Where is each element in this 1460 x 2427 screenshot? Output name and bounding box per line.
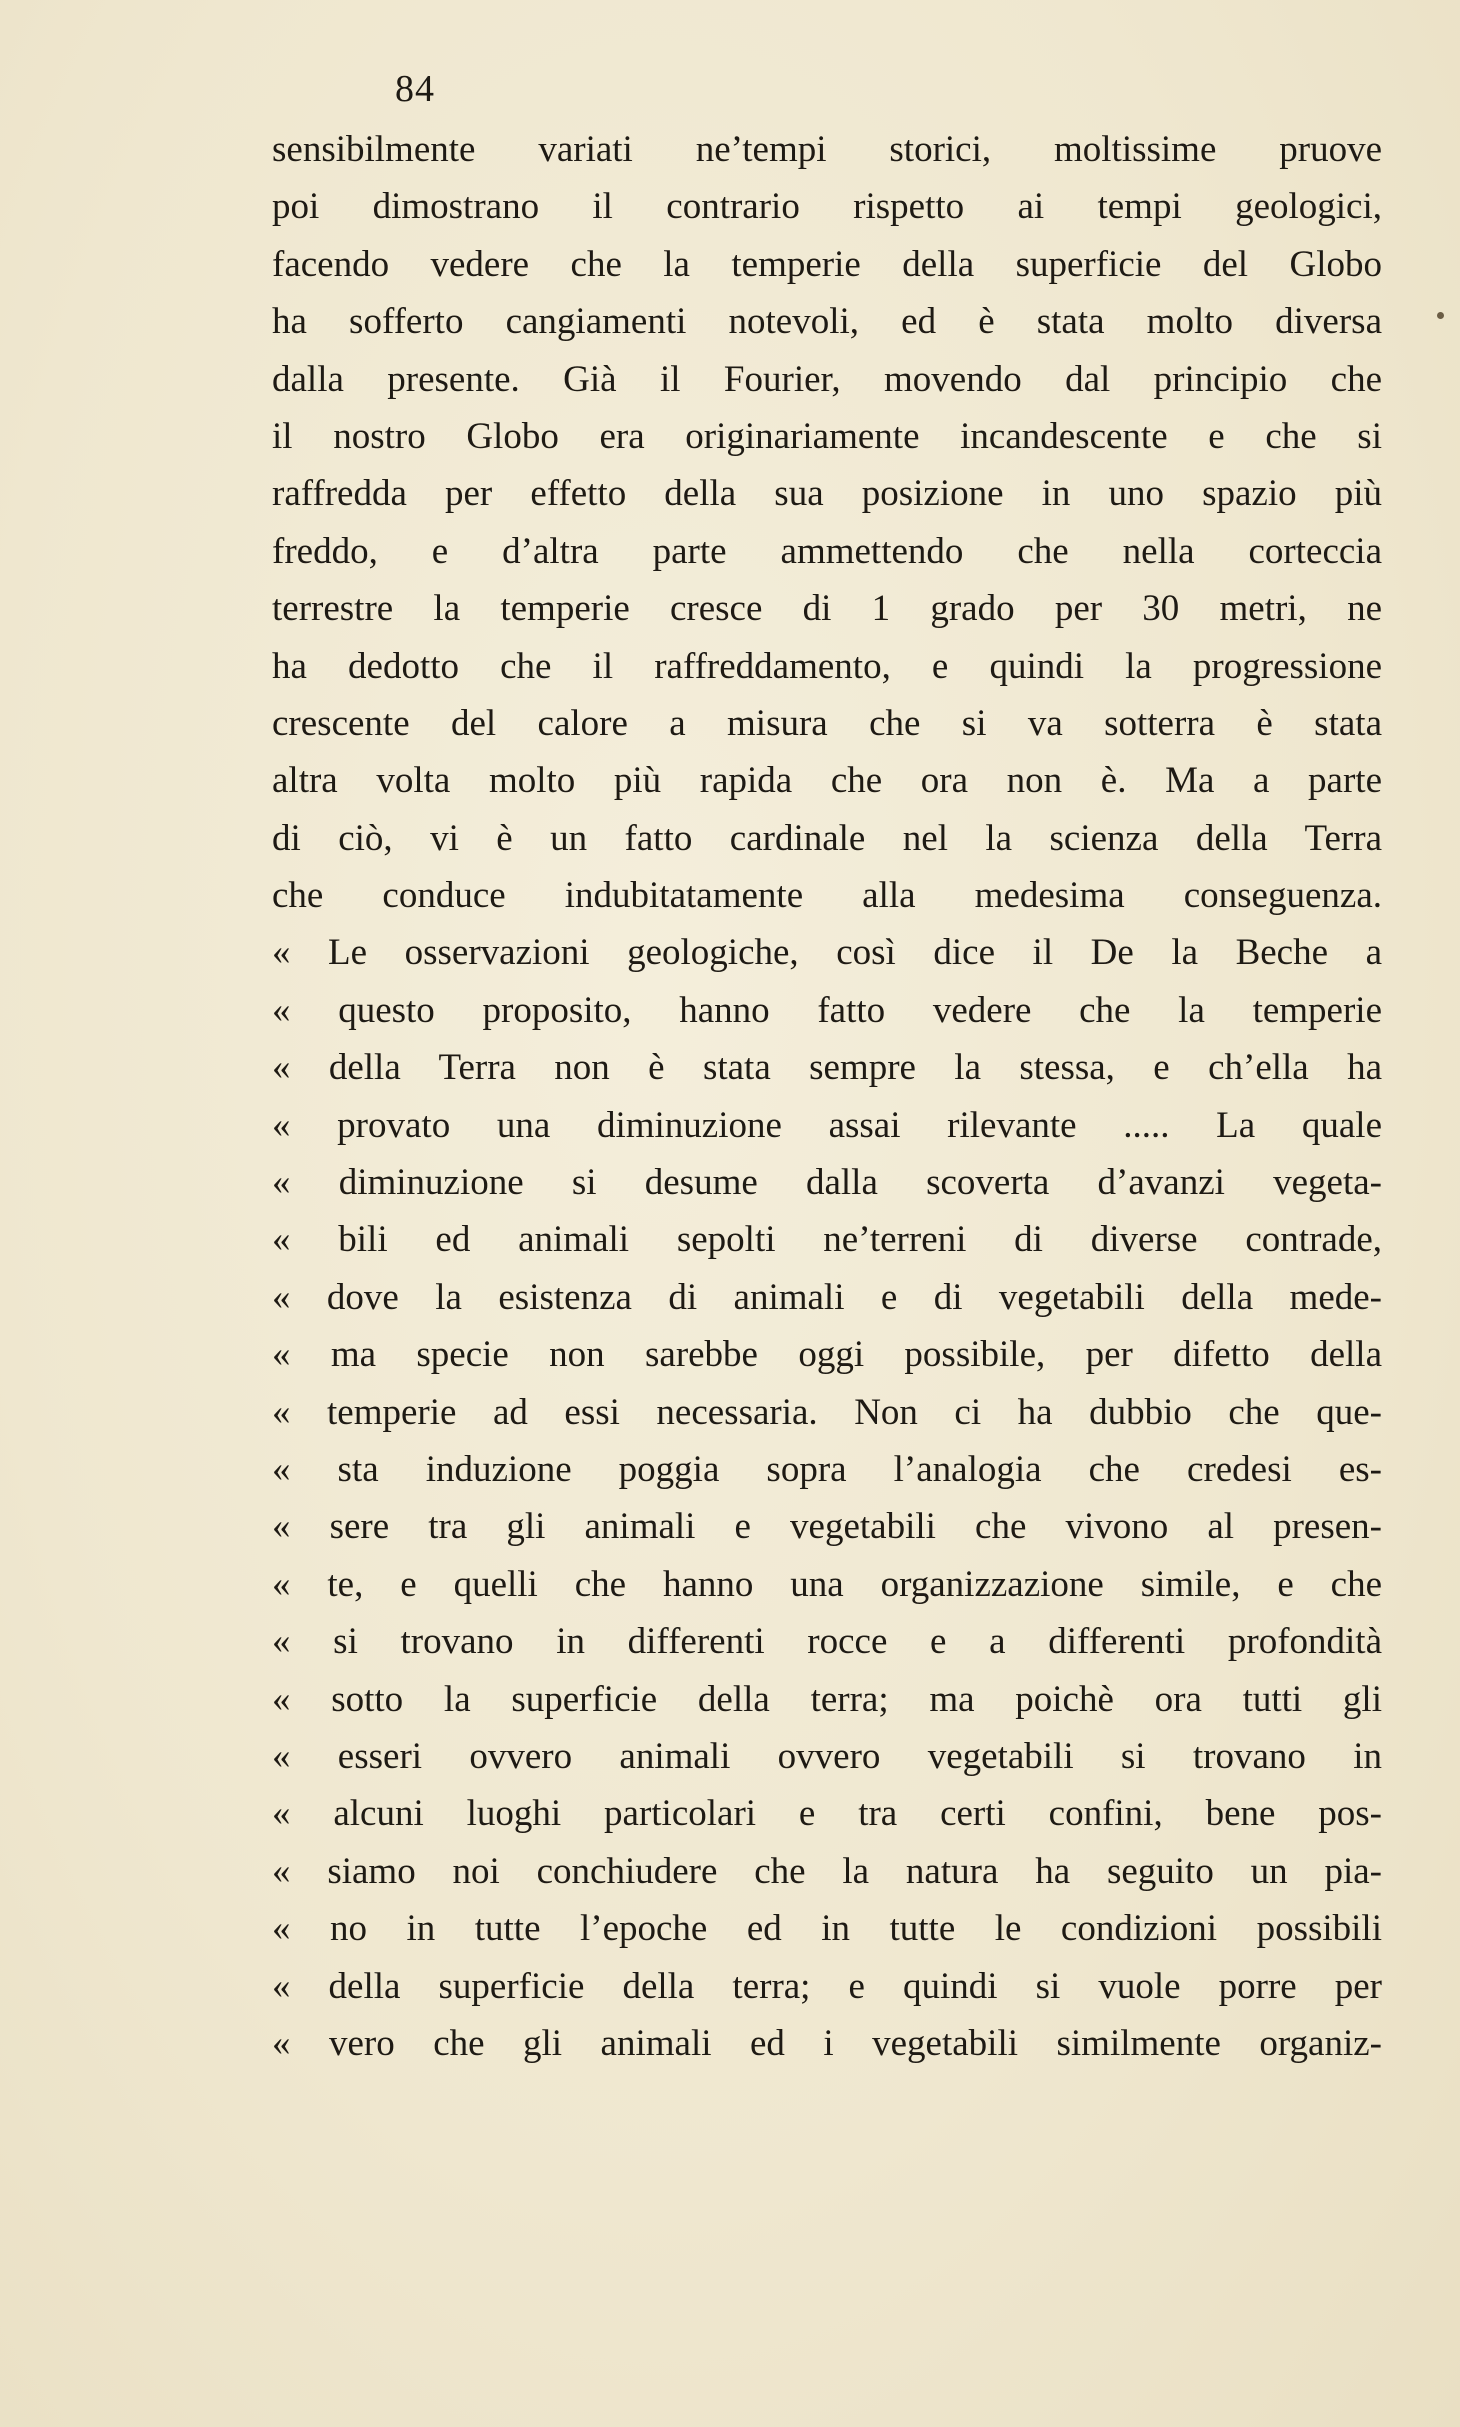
quote-line: « bili ed animali sepolti ne’terreni di diverse contrade, xyxy=(272,1219,1382,1261)
text-line: sensibilmente variati ne’tempi storici, moltissime pruove xyxy=(272,129,1382,170)
page-number: 84 xyxy=(395,68,435,110)
text-line: facendo vedere che la temperie della superficie del Globo xyxy=(272,243,1382,285)
quote-line: « diminuzione si desume dalla scoverta d’avanzi vegeta- xyxy=(272,1162,1382,1204)
quote-line: « dove la esistenza di animali e di vegetabili della mede- xyxy=(272,1276,1382,1318)
quote-line: « vero che gli animali ed i vegetabili similmente organiz- xyxy=(272,2022,1382,2064)
text-line: raffredda per effetto della sua posizione in uno spazio più xyxy=(272,473,1382,515)
text-line: ha dedotto che il raffreddamento, e quindi la progressione xyxy=(272,645,1382,687)
text-line: altra volta molto più rapida che ora non è. Ma a parte xyxy=(272,760,1382,802)
quote-line: « esseri ovvero animali ovvero vegetabili si trovano in xyxy=(272,1735,1382,1777)
quote-line: « ma specie non sarebbe oggi possibile, per difetto della xyxy=(272,1334,1382,1376)
quote-line: « sta induzione poggia sopra l’analogia che credesi es- xyxy=(272,1448,1382,1490)
quote-line: « alcuni luoghi particolari e tra certi confini, bene pos- xyxy=(272,1793,1382,1835)
text-line: che conduce indubitatamente alla medesima conseguenza. xyxy=(272,875,1382,917)
quote-line: « si trovano in differenti rocce e a differenti profondità xyxy=(272,1621,1382,1663)
text-line: poi dimostrano il contrario rispetto ai tempi geologici, xyxy=(272,186,1382,228)
quote-line: « della superficie della terra; e quindi si vuole porre per xyxy=(272,1965,1382,2007)
quote-line: « Le osservazioni geologiche, così dice il De la Beche a xyxy=(272,932,1382,974)
text-line: ha sofferto cangiamenti notevoli, ed è stata molto diversa xyxy=(272,301,1382,343)
quote-line: « temperie ad essi necessaria. Non ci ha dubbio che que- xyxy=(272,1391,1382,1433)
quote-line: « te, e quelli che hanno una organizzazione simile, e che xyxy=(272,1563,1382,1605)
quote-line: « provato una diminuzione assai rilevante ..... La quale xyxy=(272,1104,1382,1146)
text-line: dalla presente. Già il Fourier, movendo dal principio che xyxy=(272,358,1382,400)
quote-line: « sere tra gli animali e vegetabili che vivono al presen- xyxy=(272,1506,1382,1548)
quote-line: « sotto la superficie della terra; ma poichè ora tutti gli xyxy=(272,1678,1382,1720)
text-line: di ciò, vi è un fatto cardinale nel la scienza della Terra xyxy=(272,817,1382,859)
quote-line: « no in tutte l’epoche ed in tutte le condizioni possibili xyxy=(272,1908,1382,1950)
text-line: terrestre la temperie cresce di 1 grado per 30 metri, ne xyxy=(272,588,1382,630)
text-line: il nostro Globo era originariamente incandescente e che si xyxy=(272,415,1382,457)
ink-speck xyxy=(1437,312,1444,319)
text-line: freddo, e d’altra parte ammettendo che nella corteccia xyxy=(272,530,1382,572)
body-text xyxy=(272,121,1382,2072)
quote-line: « questo proposito, hanno fatto vedere che la temperie xyxy=(272,989,1382,1031)
quote-line: « della Terra non è stata sempre la stessa, e ch’ella ha xyxy=(272,1047,1382,1089)
quote-line: « siamo noi conchiudere che la natura ha seguito un pia- xyxy=(272,1850,1382,1892)
text-line: crescente del calore a misura che si va sotterra è stata xyxy=(272,702,1382,744)
